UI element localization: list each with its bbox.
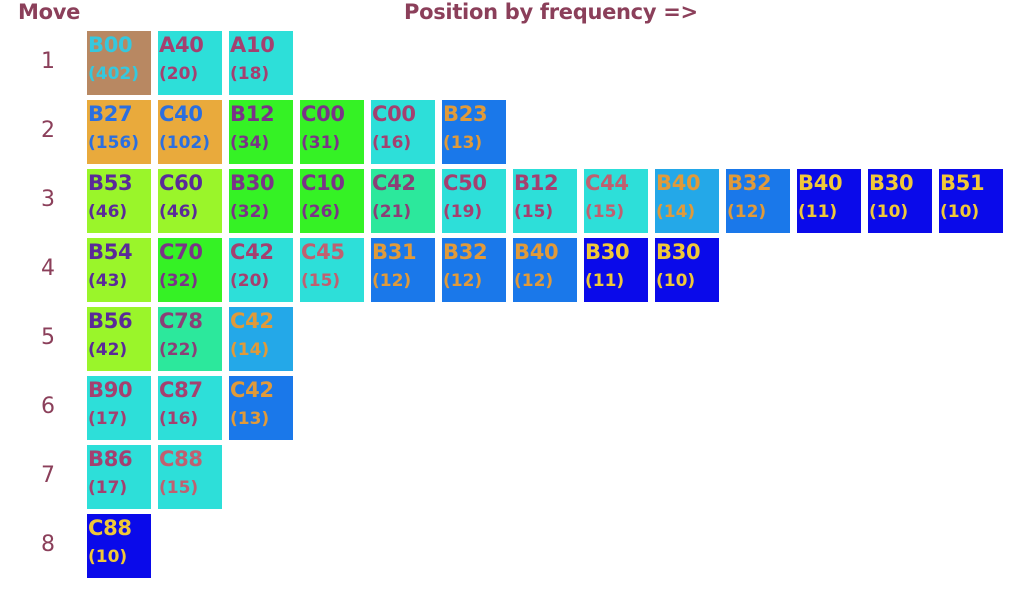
position-code: C60 <box>159 171 203 195</box>
position-frequency: (43) <box>88 271 128 291</box>
position-frequency: (11) <box>798 202 838 222</box>
position-frequency: (10) <box>656 271 696 291</box>
position-code: C50 <box>443 171 487 195</box>
position-code: C00 <box>301 102 345 126</box>
position-frequency: (42) <box>88 340 128 360</box>
move-number-label: 3 <box>41 187 55 212</box>
position-code: B40 <box>514 240 559 264</box>
position-cell <box>371 169 435 233</box>
position-frequency: (14) <box>656 202 696 222</box>
position-cell <box>797 169 861 233</box>
position-frequency: (17) <box>88 478 128 498</box>
position-cell <box>87 238 151 302</box>
position-frequency: (12) <box>443 271 483 291</box>
position-code: B00 <box>88 33 133 57</box>
move-column-header: Move <box>18 0 81 24</box>
position-code: A40 <box>159 33 204 57</box>
position-cell <box>513 169 577 233</box>
position-frequency: (15) <box>585 202 625 222</box>
position-frequency: (13) <box>230 409 270 429</box>
move-number-label: 7 <box>41 463 55 488</box>
position-frequency: (12) <box>514 271 554 291</box>
position-code: C78 <box>159 309 203 333</box>
position-cell <box>868 169 932 233</box>
position-cell <box>229 307 293 371</box>
position-cell <box>87 31 151 95</box>
position-code: B51 <box>940 171 985 195</box>
position-code: B30 <box>869 171 914 195</box>
position-code: B30 <box>656 240 701 264</box>
position-frequency-header: Position by frequency => <box>404 0 698 24</box>
position-cell <box>158 100 222 164</box>
position-cell <box>655 238 719 302</box>
position-cell <box>300 169 364 233</box>
position-code: C87 <box>159 378 203 402</box>
position-cell <box>158 169 222 233</box>
position-frequency: (12) <box>372 271 412 291</box>
position-frequency: (156) <box>88 133 140 153</box>
position-cell <box>87 100 151 164</box>
position-cell <box>229 100 293 164</box>
position-code: C45 <box>301 240 345 264</box>
position-code: C42 <box>372 171 416 195</box>
position-cell <box>726 169 790 233</box>
move-number-label: 6 <box>41 394 55 419</box>
position-cell <box>300 100 364 164</box>
position-frequency: (46) <box>88 202 128 222</box>
position-code: B12 <box>230 102 275 126</box>
position-cell <box>158 307 222 371</box>
position-cell <box>87 514 151 578</box>
position-code: B40 <box>798 171 843 195</box>
position-frequency: (10) <box>88 547 128 567</box>
position-cell <box>229 31 293 95</box>
position-frequency: (32) <box>159 271 199 291</box>
position-frequency: (15) <box>159 478 199 498</box>
position-cell <box>371 238 435 302</box>
position-frequency: (17) <box>88 409 128 429</box>
position-code: B30 <box>585 240 630 264</box>
position-code: B90 <box>88 378 133 402</box>
position-code: B32 <box>727 171 772 195</box>
position-cell <box>87 307 151 371</box>
move-number-label: 4 <box>41 256 55 281</box>
position-frequency: (15) <box>301 271 341 291</box>
position-cell <box>229 169 293 233</box>
position-cell <box>87 376 151 440</box>
position-frequency: (26) <box>301 202 341 222</box>
position-cell <box>442 238 506 302</box>
position-frequency: (13) <box>443 133 483 153</box>
position-cell <box>158 445 222 509</box>
position-cell <box>229 238 293 302</box>
position-cell <box>87 445 151 509</box>
position-cell <box>655 169 719 233</box>
position-cell <box>442 169 506 233</box>
position-frequency: (15) <box>514 202 554 222</box>
position-frequency: (16) <box>159 409 199 429</box>
position-code: C10 <box>301 171 345 195</box>
position-frequency: (16) <box>372 133 412 153</box>
position-code: C44 <box>585 171 629 195</box>
position-frequency: (20) <box>159 64 199 84</box>
position-code: B31 <box>372 240 417 264</box>
position-code: A10 <box>230 33 275 57</box>
position-frequency: (19) <box>443 202 483 222</box>
position-frequency: (20) <box>230 271 270 291</box>
position-frequency: (10) <box>869 202 909 222</box>
position-frequency: (102) <box>159 133 211 153</box>
position-code: C42 <box>230 378 274 402</box>
position-code: B54 <box>88 240 133 264</box>
position-cell <box>513 238 577 302</box>
position-code: C00 <box>372 102 416 126</box>
position-code: B53 <box>88 171 133 195</box>
position-frequency: (12) <box>727 202 767 222</box>
position-frequency: (10) <box>940 202 980 222</box>
position-cell <box>158 31 222 95</box>
position-code: B40 <box>656 171 701 195</box>
position-code: C42 <box>230 309 274 333</box>
position-frequency: (34) <box>230 133 270 153</box>
position-frequency: (31) <box>301 133 341 153</box>
position-code: B30 <box>230 171 275 195</box>
position-frequency: (46) <box>159 202 199 222</box>
position-frequency: (21) <box>372 202 412 222</box>
position-code: B86 <box>88 447 133 471</box>
position-cell <box>371 100 435 164</box>
position-cell <box>442 100 506 164</box>
position-code: C70 <box>159 240 203 264</box>
position-cell <box>158 238 222 302</box>
position-code: C42 <box>230 240 274 264</box>
position-frequency: (18) <box>230 64 270 84</box>
position-cell <box>939 169 1003 233</box>
position-code: B32 <box>443 240 488 264</box>
position-code: B12 <box>514 171 559 195</box>
position-cell <box>584 169 648 233</box>
position-frequency: (11) <box>585 271 625 291</box>
position-code: C40 <box>159 102 203 126</box>
position-cell <box>229 376 293 440</box>
position-cell <box>584 238 648 302</box>
position-cell <box>87 169 151 233</box>
position-cell <box>300 238 364 302</box>
move-number-label: 1 <box>41 49 55 74</box>
position-frequency: (32) <box>230 202 270 222</box>
position-cell <box>158 376 222 440</box>
position-code: C88 <box>88 516 132 540</box>
position-frequency: (22) <box>159 340 199 360</box>
move-number-label: 2 <box>41 118 55 143</box>
position-code: B56 <box>88 309 133 333</box>
position-code: C88 <box>159 447 203 471</box>
move-number-label: 8 <box>41 532 55 557</box>
position-code: B23 <box>443 102 488 126</box>
move-number-label: 5 <box>41 325 55 350</box>
position-frequency: (14) <box>230 340 270 360</box>
position-frequency: (402) <box>88 64 140 84</box>
position-code: B27 <box>88 102 133 126</box>
